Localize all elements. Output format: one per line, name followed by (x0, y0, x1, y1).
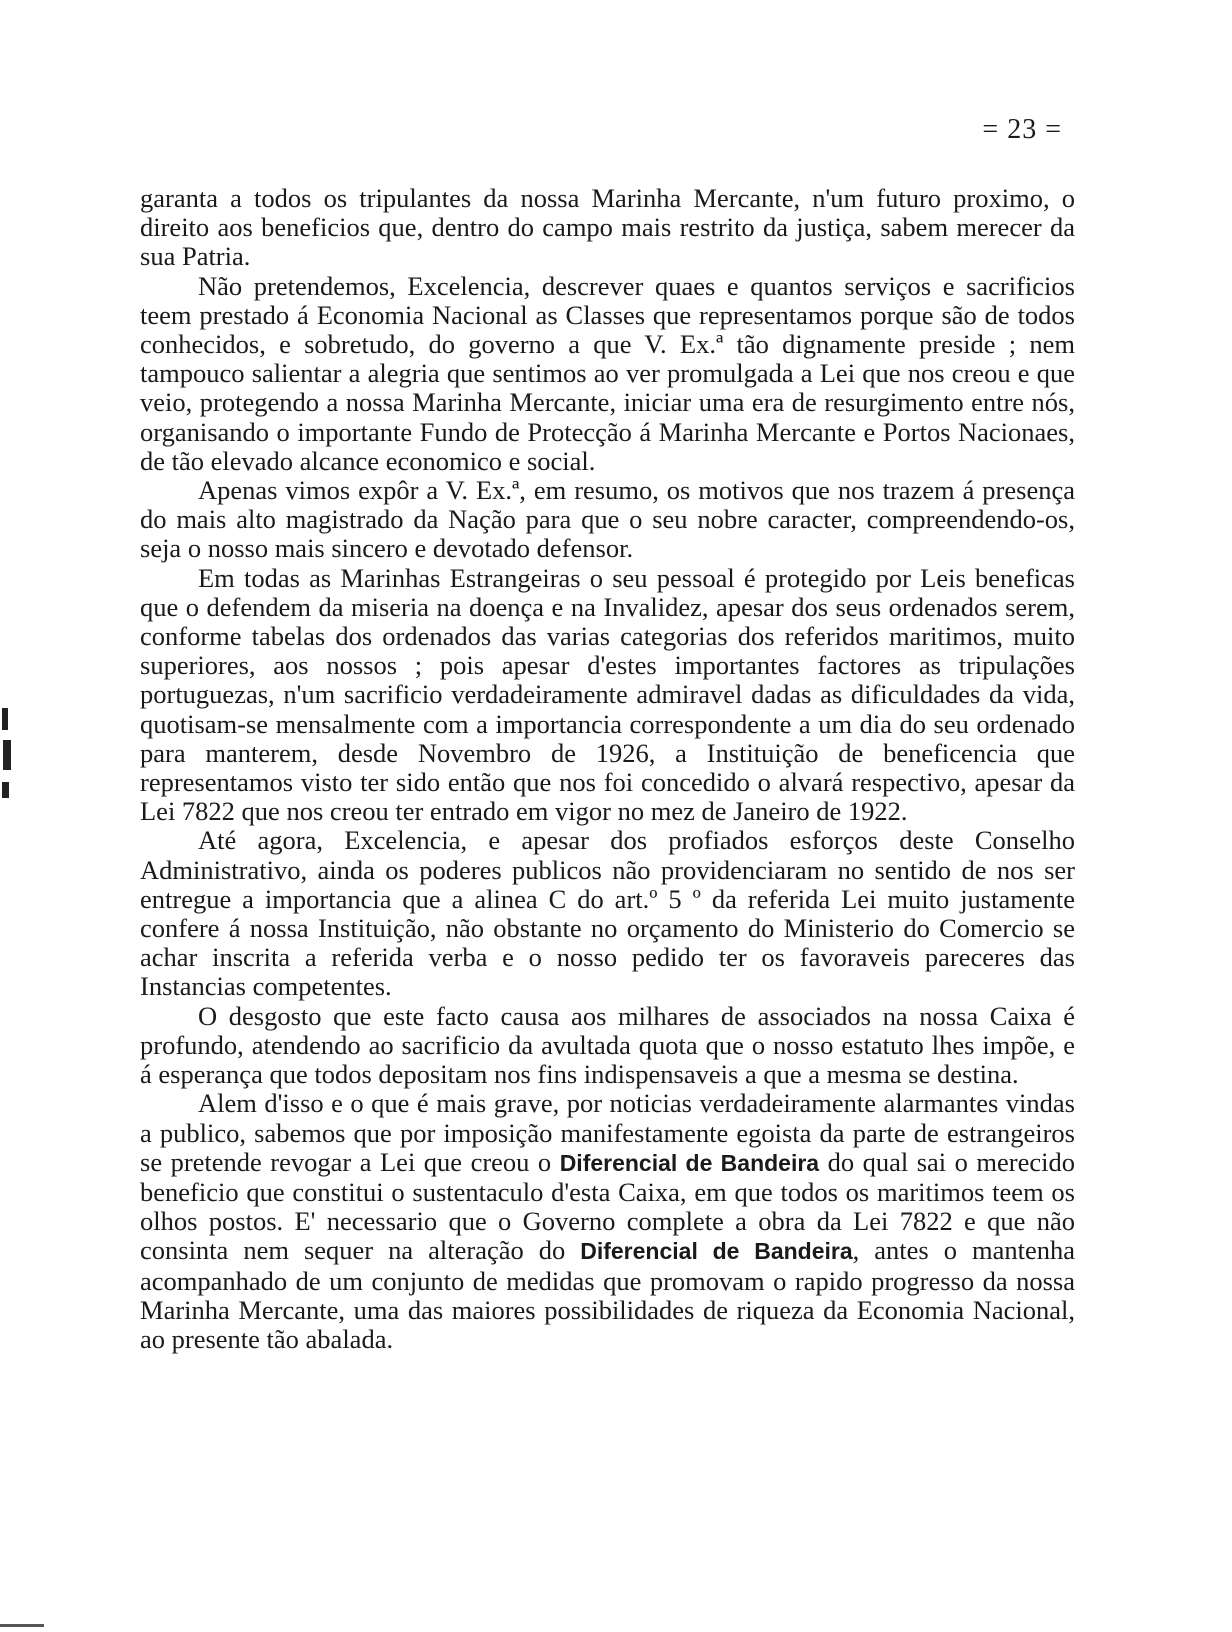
bottom-scan-mark (0, 1618, 50, 1632)
emphasis-diferencial-2: Diferencial de Bandeira (580, 1238, 853, 1265)
page-number: = 23 = (982, 114, 1062, 145)
body-text (140, 184, 1075, 1354)
paragraph-7-part-1: Alem d'isso e o que é mais grave, por noticias verdadeiramente alarmantes vindas a publico, sabemos que por imposição manifestamente egoista da parte de estrangeiros se pretende revogar a Lei que creou o (140, 1088, 1075, 1177)
paragraph-4: Em todas as Marinhas Estrangeiras o seu pessoal é protegido por Leis beneficas que o defendem da miseria na doença e na Invalidez, apesar dos seus ordenados serem, conforme tabelas dos ordenados das varias categorias dos referidos maritimos, muito superiores, aos nossos ; pois apesar d'estes importantes factores as tripulações portuguezas, n'um sacrificio verdadeiramente admiravel dadas as dificuldades da vida, quotisam-se mensalmente com a importancia correspondente a um dia do seu ordenado para manterem, desde Novembro de 1926, a Instituição de beneficencia que representamos visto ter sido então que nos foi concedido o alvará respectivo, apesar da Lei 7822 que nos creou ter entrado em vigor no mez de Janeiro de 1922. (140, 562, 1075, 827)
paragraph-1: garanta a todos os tripulantes da nossa Marinha Mercante, n'um futuro proximo, o direito aos beneficios que, dentro do campo mais restrito da justiça, sabem merecer da sua Patria. (140, 183, 1075, 272)
emphasis-diferencial-1: Diferencial de Bandeira (559, 1149, 820, 1176)
paragraph-5: Até agora, Excelencia, e apesar dos profiados esforços deste Conselho Administrativo, ainda os poderes publicos não providenciaram no sentido de nos ser entregue a importancia que a alinea C do art.º 5 º da referida Lei muito justamente confere á nossa Instituição, não obstante no orçamento do Ministerio do Comercio se achar inscrita a referida verba e o nosso pedido ter os favoraveis pareceres das Instancias competentes. (140, 825, 1075, 1002)
margin-scan-marks (0, 700, 16, 820)
paragraph-7-part-2: do qual sai o merecido beneficio que constitui o sustentaculo d'esta Caixa, em que todos os maritimos teem os olhos postos. E' necessario que o Governo complete a obra da Lei 7822 e que não consinta nem sequer na alteração do (140, 1146, 1076, 1266)
paragraph-2: Não pretendemos, Excelencia, descrever quaes e quantos serviços e sacrificios teem prestado á Economia Nacional as Classes que representamos porque são de todos conhecidos, e sobretudo, do governo a que V. Ex.ª tão dignamente preside ; nem tampouco salientar a alegria que sentimos ao ver promulgada a Lei que nos creou e que veio, protegendo a nossa Marinha Mercante, iniciar uma era de resurgimento entre nós, organisando o importante Fundo de Protecção á Marinha Mercante e Portos Nacionaes, de tão elevado alcance economico e social. (140, 270, 1075, 476)
paragraph-3: Apenas vimos expôr a V. Ex.ª, em resumo, os motivos que nos trazem á presença do mais alto magistrado da Nação para que o seu nobre caracter, compreendendo-os, seja o nosso mais sincero e devotado defensor. (140, 475, 1075, 564)
paragraph-6: O desgosto que este facto causa aos milhares de associados na nossa Caixa é profundo, atendendo ao sacrificio da avultada quota que o nosso estatuto lhes impõe, e á esperança que todos depositam nos fins indispensaveis a que a mesma se destina. (140, 1000, 1075, 1090)
paragraph-7-part-3: , antes o mantenha acompanhado de um conjunto de medidas que promovam o rapido progresso da nossa Marinha Mercante, uma das maiores possibilidades de riqueza da Economia Nacional, ao presente tão abalada. (140, 1235, 1075, 1354)
paragraph-7 (140, 1089, 1075, 1354)
